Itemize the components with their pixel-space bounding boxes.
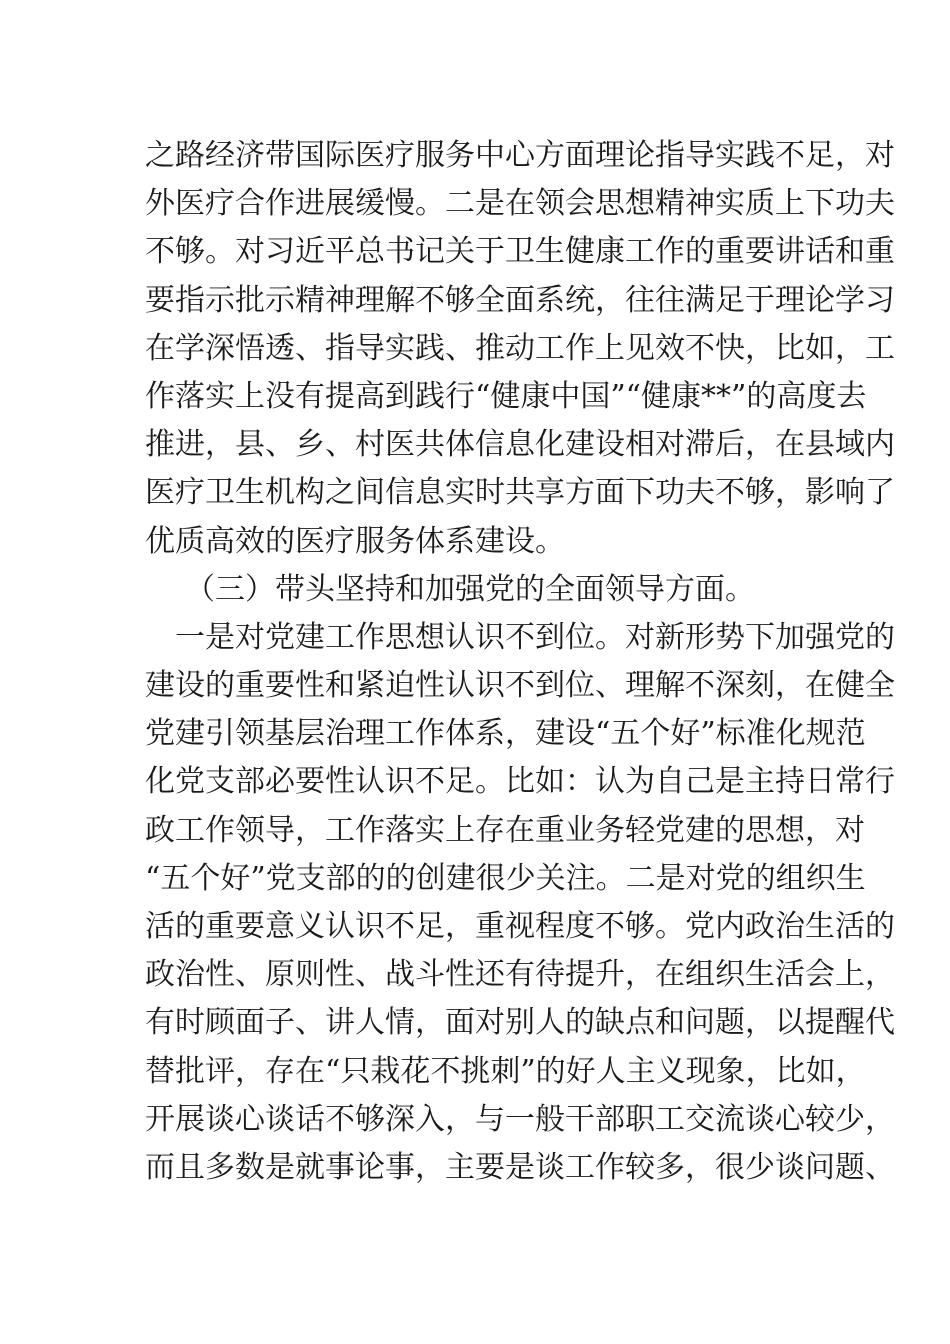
text-line: 要指示批示精神理解不够全面系统，往往满足于理论学习 — [145, 282, 895, 318]
text-line: “五个好”党支部的的创建很少关注。二是对党的组织生 — [145, 860, 866, 896]
text-line: 作落实上没有提高到践行“健康中国”“健康**”的高度去 — [145, 378, 867, 414]
text-line: 政工作领导，工作落实上存在重业务轻党建的思想，对 — [145, 812, 865, 848]
text-line: 推进，县、乡、村医共体信息化建设相对滞后，在县域内 — [145, 427, 895, 463]
text-line: 替批评，存在“只栽花不挑刺”的好人主义现象，比如， — [145, 1053, 866, 1089]
text-line: 优质高效的医疗服务体系建设。 — [145, 523, 565, 559]
text-line: 在学深悟透、指导实践、推动工作上见效不快，比如，工 — [145, 330, 895, 366]
text-line: 开展谈心谈话不够深入，与一般干部职工交流谈心较少， — [145, 1101, 895, 1137]
paragraph-first-line: 一是对党建工作思想认识不到位。对新形势下加强党的 — [175, 619, 895, 655]
text-line: 医疗卫生机构之间信息实时共享方面下功夫不够，影响了 — [145, 475, 895, 511]
text-line: 政治性、原则性、战斗性还有待提升，在组织生活会上， — [145, 957, 895, 993]
text-line: 有时顾面子、讲人情，面对别人的缺点和问题，以提醒代 — [145, 1005, 895, 1041]
text-line: 之路经济带国际医疗服务中心方面理论指导实践不足，对 — [145, 138, 895, 173]
text-line: 不够。对习近平总书记关于卫生健康工作的重要讲话和重 — [145, 234, 895, 270]
text-line: 活的重要意义认识不足，重视程度不够。党内政治生活的 — [145, 909, 895, 944]
text-line: 建设的重要性和紧迫性认识不到位、理解不深刻，在健全 — [145, 668, 895, 704]
section-heading: （三）带头坚持和加强党的全面领导方面。 — [185, 571, 755, 607]
document-body — [145, 132, 895, 1192]
text-line: 化党支部必要性认识不足。比如：认为自己是主持日常行 — [145, 764, 895, 800]
text-line: 党建引领基层治理工作体系，建设“五个好”标准化规范 — [145, 716, 866, 752]
text-line: 外医疗合作进展缓慢。二是在领会思想精神实质上下功夫 — [145, 186, 895, 222]
text-line: 而且多数是就事论事，主要是谈工作较多，很少谈问题、 — [145, 1149, 895, 1185]
